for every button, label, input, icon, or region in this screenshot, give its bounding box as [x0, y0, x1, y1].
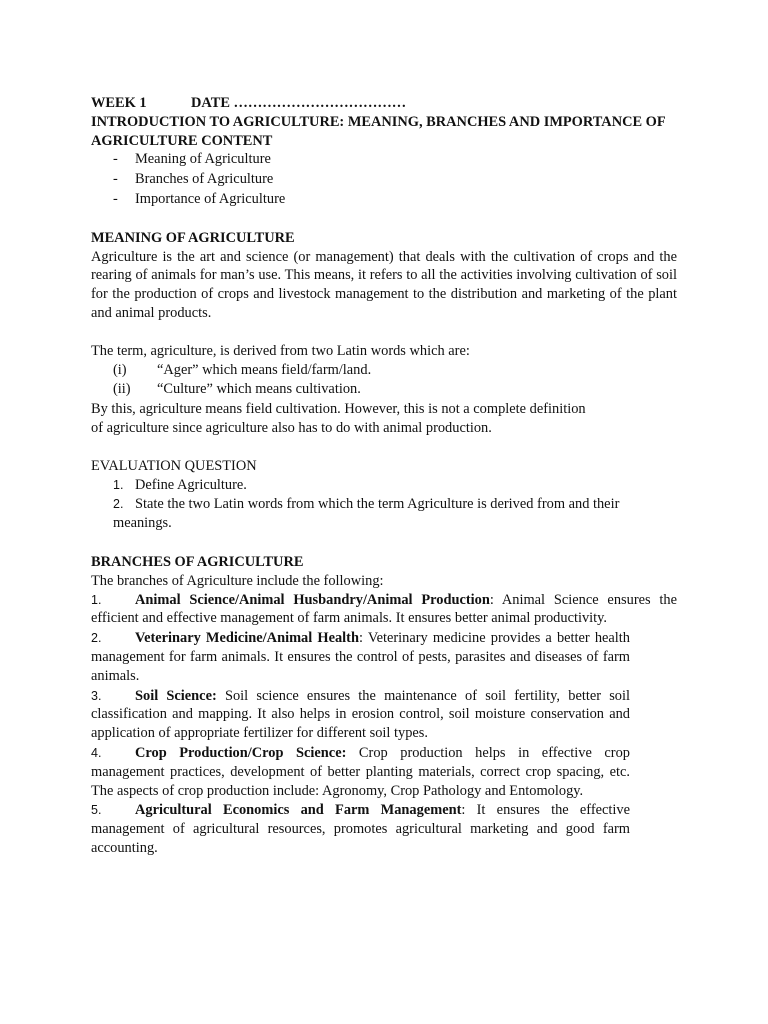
branch-title: Animal Science/Animal Husbandry/Animal Production: [135, 591, 490, 608]
item-number: 2.: [91, 631, 102, 646]
meaning-paragraph: Agriculture is the art and science (or management) that deals with the cultivation of crops and the rearing of animals for man’s use. This means, it refers to all the activities involving cultivation of soil for the production of crops and livestock management to the distribution and marketing of the plant and animal products.: [91, 248, 677, 321]
item-number: 4.: [91, 745, 102, 760]
branch-title: Agricultural Economics and Farm Management: [135, 802, 462, 819]
item-number: 1.: [113, 477, 124, 492]
content-list: [91, 150, 677, 208]
item-number: 3.: [91, 688, 102, 703]
dash-bullet: -: [113, 171, 118, 188]
list-item: 1. Define Agriculture.: [113, 476, 247, 493]
roman-numeral: (ii): [113, 381, 131, 398]
dash-bullet: -: [113, 190, 118, 207]
list-item: 3. Soil Science: Soil science ensures the maintenance of soil fertility, better soil classification and mapping. It also helps in erosion control, soil moisture conservation and application of appropriate fertilizer for different soil types.: [91, 687, 631, 742]
lesson-title: INTRODUCTION TO AGRICULTURE: MEANING, BRANCHES AND IMPORTANCE OF AGRICULTURE CONTENT: [91, 113, 666, 149]
branches-heading: BRANCHES OF AGRICULTURE: [91, 553, 304, 570]
item-number: 1.: [91, 592, 102, 607]
list-item: - Importance of Agriculture: [113, 190, 286, 207]
evaluation-heading: EVALUATION QUESTION: [91, 457, 257, 474]
branch-title: Crop Production/Crop Science:: [135, 744, 347, 761]
item-number: 2.: [113, 497, 124, 512]
term-intro: The term, agriculture, is derived from two Latin words which are:: [91, 342, 470, 359]
dash-bullet: -: [113, 151, 118, 168]
list-item: (ii) “Culture” which means cultivation.: [113, 381, 361, 398]
branch-title: Soil Science:: [135, 687, 217, 704]
item-number: 5.: [91, 803, 102, 818]
list-item: 2. State the two Latin words from which the term Agriculture is derived from and their meanings.: [113, 496, 620, 532]
branches-list: [91, 591, 677, 858]
list-item: (i) “Ager” which means field/farm/land.: [113, 361, 372, 378]
document-page: [91, 94, 677, 859]
list-item: 2. Veterinary Medicine/Animal Health: Veterinary medicine provides a better health management for farm animals. It ensures the control of pests, parasites and diseases of farm animals.: [91, 630, 630, 684]
list-item: - Branches of Agriculture: [113, 171, 274, 188]
closing-line: By this, agriculture means field cultivation. However, this is not a complete definition: [91, 401, 586, 418]
roman-numeral: (i): [113, 361, 127, 378]
meaning-heading: MEANING OF AGRICULTURE: [91, 229, 295, 246]
list-item: - Meaning of Agriculture: [113, 151, 271, 168]
week-label: WEEK 1: [91, 95, 147, 111]
list-item: 1. Animal Science/Animal Husbandry/Animal Production: Animal Science ensures the efficient and effective management of farm animals. It ensures better animal productivity.: [91, 591, 677, 627]
branches-intro: The branches of Agriculture include the following:: [91, 572, 384, 589]
week-date-line: [91, 94, 677, 113]
evaluation-list: [91, 476, 677, 533]
branch-title: Veterinary Medicine/Animal Health: [135, 630, 359, 647]
date-label: DATE ………………………………: [191, 95, 407, 111]
list-item: 4. Crop Production/Crop Science: Crop production helps in effective crop management practices, development of better planting materials, correct crop spacing, etc. The aspects of crop production include: Agronomy, Crop Pathology and Entomology.: [91, 744, 630, 799]
list-item: 5. Agricultural Economics and Farm Management: It ensures the effective management of agricultural resources, promotes agricultural marketing and good farm accounting.: [91, 802, 630, 856]
closing-line: of agriculture since agriculture also has to do with animal production.: [91, 419, 492, 436]
latin-words-list: [91, 361, 677, 400]
